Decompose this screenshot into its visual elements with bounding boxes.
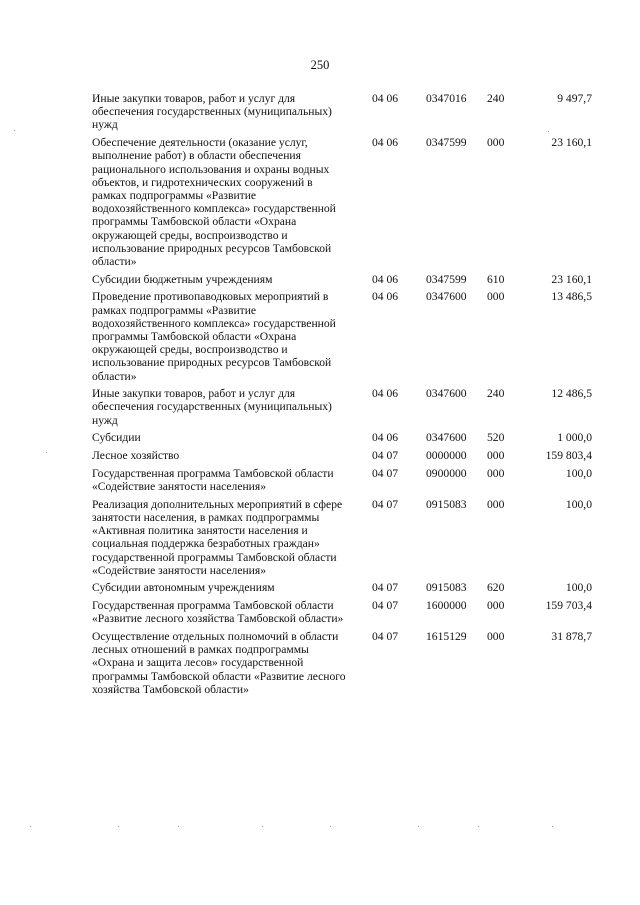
row-section-code: 04 07	[372, 497, 399, 511]
table-row	[92, 498, 592, 577]
row-expense-type: 520	[487, 431, 505, 445]
row-section-code: 04 07	[372, 466, 399, 480]
row-target-code: 0347016	[426, 92, 467, 105]
table-row	[92, 581, 592, 594]
scan-speck	[118, 826, 119, 827]
scan-speck	[14, 130, 15, 131]
row-name: Реализация дополнительных мероприятий в сфере занятости населения, в рамках подпрограммы «Активная политика занятости населения и социальная поддержка безработных граждан» государственной программы Тамбовской области «Содействие занятости населения»	[92, 497, 343, 577]
row-expense-type: 000	[487, 449, 505, 463]
scan-speck	[30, 826, 31, 827]
scan-speck	[262, 826, 263, 827]
row-section-code: 04 07	[372, 449, 399, 463]
row-expense-type: 000	[487, 630, 505, 644]
row-expense-type: 240	[487, 92, 505, 105]
row-expense-type: 000	[487, 466, 505, 480]
row-expense-type: 620	[487, 581, 505, 595]
table-row	[92, 92, 592, 132]
row-section-code: 04 06	[372, 431, 399, 445]
row-name: Лесное хозяйство	[92, 449, 180, 463]
scan-speck	[552, 826, 553, 827]
row-expense-type: 000	[487, 136, 505, 150]
row-section-code: 04 06	[372, 136, 399, 150]
row-name: Проведение противопаводковых мероприятий в рамках подпрограммы «Развитие водохозяйственного комплекса» государственной программы Тамбовской области «Охрана окружающей среды, воспроизводство и использование природных ресурсов Тамбовской области»	[92, 290, 336, 383]
row-expense-type: 000	[487, 290, 505, 304]
table-row	[92, 273, 592, 286]
row-target-code: 0000000	[426, 449, 467, 463]
row-section-code: 04 07	[372, 630, 399, 644]
row-name: Обеспечение деятельности (оказание услуг, выполнение работ) в области обеспечения рационального использования и охраны водных объектов, и гидротехнических сооружений в рамках подпрограммы «Развитие водохозяйственного комплекса» государственной программы Тамбовской области «Охрана окружающей среды, воспроизводство и использование природных ресурсов Тамбовской области»	[92, 136, 336, 268]
table-row	[92, 630, 592, 696]
row-name: Субсидии	[92, 431, 141, 445]
table-row	[92, 467, 592, 493]
table-row	[92, 599, 592, 625]
row-target-code: 1600000	[426, 599, 467, 613]
row-amount: 31 878,7	[551, 630, 592, 644]
scan-speck	[478, 826, 479, 827]
row-section-code: 04 07	[372, 599, 399, 613]
row-amount: 100,0	[565, 466, 592, 480]
row-amount: 1 000,0	[557, 431, 592, 445]
page-number: 250	[310, 58, 330, 72]
row-target-code: 0915083	[426, 581, 467, 595]
row-expense-type: 610	[487, 272, 505, 286]
row-target-code: 1615129	[426, 630, 467, 644]
row-expense-type: 000	[487, 497, 505, 511]
row-name: Иные закупки товаров, работ и услуг для обеспечения государственных (муниципальных) нужд	[92, 387, 332, 427]
row-amount: 100,0	[565, 497, 592, 511]
row-name: Государственная программа Тамбовской области «Содействие занятости населения»	[92, 466, 334, 493]
row-amount: 100,0	[565, 581, 592, 595]
row-expense-type: 240	[487, 387, 505, 401]
row-target-code: 0347599	[426, 272, 467, 286]
table-row	[92, 431, 592, 444]
table-row	[92, 387, 592, 427]
row-section-code: 04 06	[372, 387, 399, 401]
scan-speck	[548, 131, 549, 132]
table-row	[92, 449, 592, 462]
row-name: Субсидии автономным учреждениям	[92, 581, 275, 595]
table-row	[92, 290, 592, 382]
budget-table	[92, 92, 592, 701]
scan-speck	[330, 826, 331, 827]
scan-speck	[46, 452, 47, 453]
row-expense-type: 000	[487, 599, 505, 613]
row-target-code: 0347599	[426, 136, 467, 150]
row-amount: 13 486,5	[551, 290, 592, 304]
row-name: Иные закупки товаров, работ и услуг для обеспечения государственных (муниципальных) нужд	[92, 92, 332, 132]
row-name: Осуществление отдельных полномочий в области лесных отношений в рамках подпрограммы «Охрана и защита лесов» государственной программы Тамбовской области «Развитие лесного хозяйства Тамбовской области»	[92, 630, 346, 696]
row-target-code: 0347600	[426, 290, 467, 304]
row-name: Субсидии бюджетным учреждениям	[92, 272, 273, 286]
row-target-code: 0347600	[426, 387, 467, 401]
row-amount: 12 486,5	[551, 387, 592, 401]
row-amount: 159 703,4	[545, 599, 592, 613]
scan-speck	[418, 826, 419, 827]
row-section-code: 04 06	[372, 92, 399, 105]
row-target-code: 0915083	[426, 497, 467, 511]
row-name: Государственная программа Тамбовской области «Развитие лесного хозяйства Тамбовской области»	[92, 599, 344, 626]
row-section-code: 04 06	[372, 290, 399, 304]
row-target-code: 0347600	[426, 431, 467, 445]
scan-speck	[178, 826, 179, 827]
row-amount: 23 160,1	[551, 136, 592, 150]
row-section-code: 04 07	[372, 581, 399, 595]
row-amount: 23 160,1	[551, 272, 592, 286]
row-amount: 159 803,4	[545, 449, 592, 463]
row-amount: 9 497,7	[557, 92, 592, 105]
row-target-code: 0900000	[426, 466, 467, 480]
row-section-code: 04 06	[372, 272, 399, 286]
table-row	[92, 136, 592, 268]
